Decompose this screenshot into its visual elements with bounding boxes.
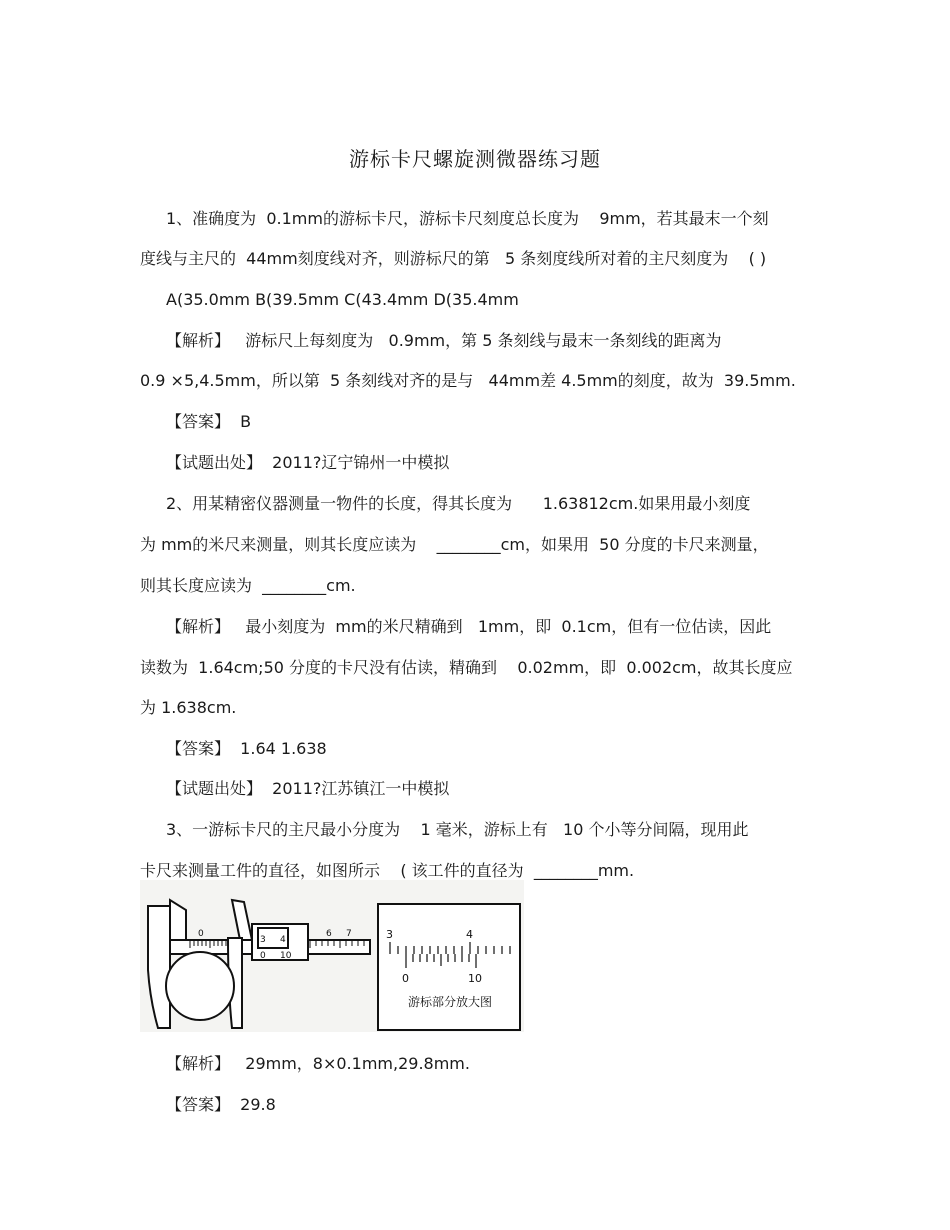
main-scale-label-6: 6 xyxy=(326,929,332,939)
q3-line-2: 卡尺来测量工件的直径，如图所示 ( 该工件的直径为 ________mm. xyxy=(140,861,635,880)
q2-source: 【试题出处】 2011?江苏镇江一中模拟 xyxy=(166,779,450,798)
zoom-main-label-4: 4 xyxy=(466,928,473,941)
zoom-caption: 游标部分放大图 xyxy=(408,995,493,1009)
q1-answer: 【答案】 B xyxy=(166,412,252,431)
main-scale-label-0: 0 xyxy=(198,929,204,939)
q2-line-2: 为 mm的米尺来测量，则其长度应读为 ________cm，如果用 50 分度的卡尺来测量， xyxy=(140,535,769,554)
main-scale-label-3: 3 xyxy=(260,935,266,945)
caliper-figure xyxy=(140,880,524,1032)
q2-line-1: 2、用某精密仪器测量一物件的长度，得其长度为 1.63812cm.如果用最小刻度 xyxy=(166,494,751,513)
q3-line-1: 3、一游标卡尺的主尺最小分度为 1 毫米，游标上有 10 个小等分间隔，现用此 xyxy=(166,820,749,839)
vernier-label-0: 0 xyxy=(260,951,266,961)
zoom-vernier-label-0: 0 xyxy=(402,972,409,985)
q1-options: A(35.0mm B(39.5mm C(43.4mm D(35.4mm xyxy=(166,290,519,309)
q3-answer: 【答案】 29.8 xyxy=(166,1095,276,1114)
q2-analysis-3: 为 1.638cm. xyxy=(140,698,237,717)
q2-answer: 【答案】 1.64 1.638 xyxy=(166,739,327,758)
vernier-label-10: 10 xyxy=(280,951,292,961)
q1-source: 【试题出处】 2011?辽宁锦州一中模拟 xyxy=(166,453,450,472)
main-scale-label-7: 7 xyxy=(346,929,352,939)
q1-line-2: 度线与主尺的 44mm刻度线对齐，则游标尺的第 5 条刻度线所对着的主尺刻度为 ( ) xyxy=(140,249,767,268)
q2-line-3: 则其长度应读为 ________cm. xyxy=(140,576,356,595)
q1-analysis-1: 【解析】 游标尺上每刻度为 0.9mm，第 5 条刻线与最末一条刻线的距离为 xyxy=(166,331,722,350)
main-scale-label-4: 4 xyxy=(280,935,286,945)
q3-analysis: 【解析】 29mm，8×0.1mm,29.8mm. xyxy=(166,1054,470,1073)
caliper-drawing xyxy=(148,900,370,1028)
q1-line-1: 1、准确度为 0.1mm的游标卡尺，游标卡尺刻度总长度为 9mm，若其最末一个刻 xyxy=(166,209,769,228)
zoom-panel xyxy=(378,904,520,1030)
q2-analysis-2: 读数为 1.64cm;50 分度的卡尺没有估读，精确到 0.02mm，即 0.002cm，故其长度应 xyxy=(140,658,793,677)
q2-analysis-1: 【解析】 最小刻度为 mm的米尺精确到 1mm，即 0.1cm，但有一位估读，因此 xyxy=(166,617,772,636)
zoom-vernier-label-10: 10 xyxy=(468,972,482,985)
q1-analysis-2: 0.9 ×5,4.5mm，所以第 5 条刻线对齐的是与 44mm差 4.5mm的刻度，故为 39.5mm. xyxy=(140,371,796,390)
zoom-main-label-3: 3 xyxy=(386,928,393,941)
document-title: 游标卡尺螺旋测微器练习题 xyxy=(349,147,601,171)
